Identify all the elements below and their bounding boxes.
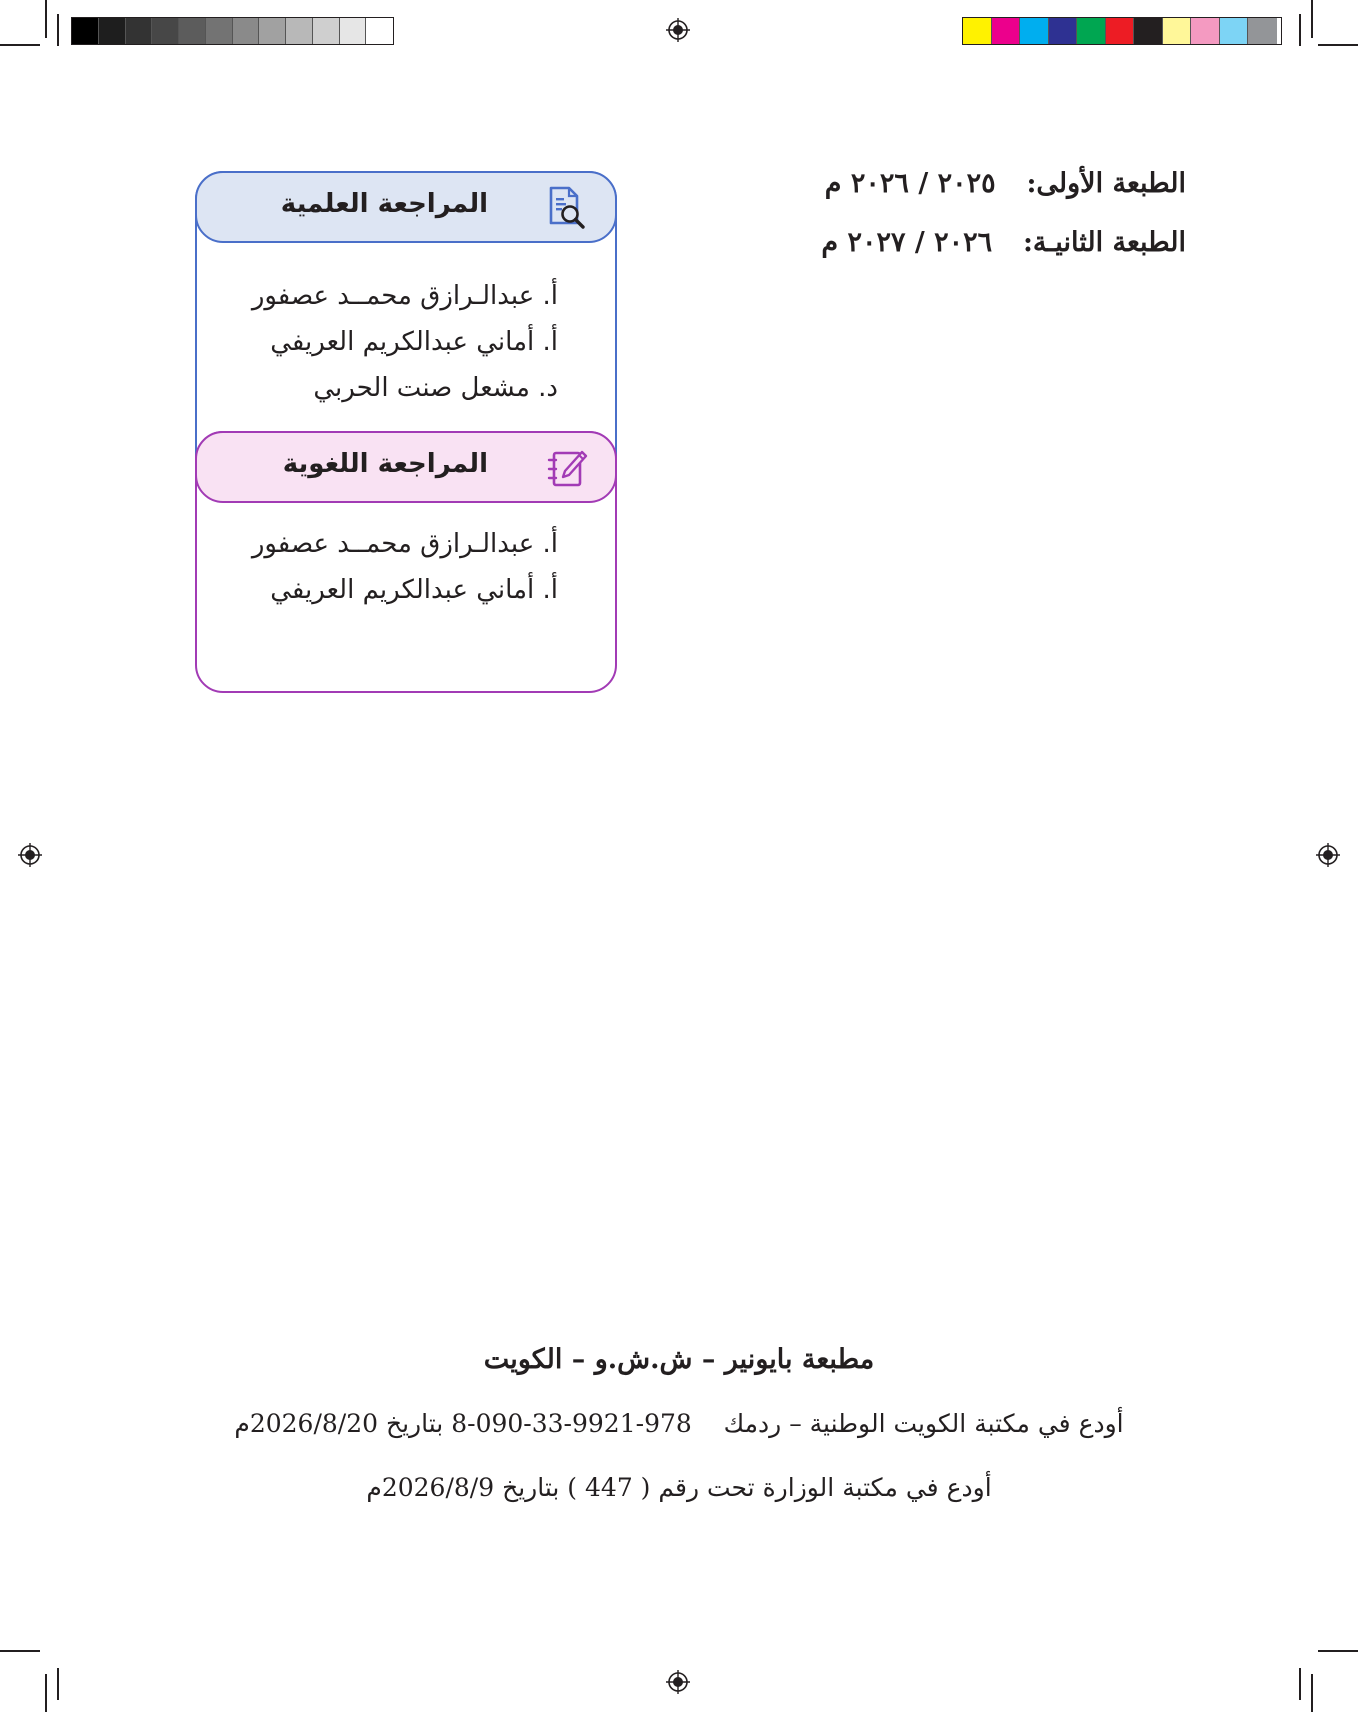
color-swatch (286, 18, 313, 44)
color-swatch (1191, 18, 1220, 44)
registration-mark-icon (1316, 843, 1340, 867)
color-swatch (1248, 18, 1277, 44)
color-swatch (992, 18, 1021, 44)
edition-label: الطبعة الثانيـة: (1022, 227, 1186, 258)
crop-mark (1311, 1674, 1313, 1712)
crop-mark (0, 44, 40, 46)
crop-mark (1299, 14, 1301, 46)
color-swatch (1020, 18, 1049, 44)
crop-mark (45, 1674, 47, 1712)
edition-years: ٢٠٢٥ / ٢٠٢٦ م (824, 168, 996, 199)
crop-mark (57, 14, 59, 46)
color-swatch (313, 18, 340, 44)
linguistic-review-header (195, 431, 617, 503)
registration-mark-icon (666, 1670, 690, 1694)
registration-mark-icon (666, 18, 690, 42)
reviewer-name: أ. عبدالـرازق محمــد عصفور (251, 281, 558, 311)
edition-years: ٢٠٢٦ / ٢٠٢٧ م (821, 227, 993, 258)
color-swatch (1134, 18, 1163, 44)
reviewer-name: أ. عبدالـرازق محمــد عصفور (251, 529, 558, 559)
color-swatch (179, 18, 206, 44)
grayscale-calibration-strip (71, 17, 394, 45)
crop-mark (0, 1650, 40, 1652)
color-swatch (1163, 18, 1192, 44)
reviewer-name: أ. أماني عبدالكريم العريفي (270, 575, 558, 605)
color-swatch (1049, 18, 1078, 44)
linguistic-review-title: المراجعة اللغوية (282, 449, 488, 479)
color-swatch (963, 18, 992, 44)
deposit-ministry-library: أودع في مكتبة الوزارة تحت رقم ( 447 ) بتاريخ 2026/8/9م (366, 1473, 992, 1502)
printer-name: مطبعة بايونير – ش.ش.و – الكويت (483, 1344, 875, 1375)
color-swatch (1220, 18, 1249, 44)
crop-mark (1318, 44, 1358, 46)
deposit-national-library: أودع في مكتبة الكويت الوطنية – ردمك 978-9921-33-090-8 بتاريخ 2026/8/20م (234, 1409, 1124, 1438)
color-swatch (233, 18, 260, 44)
crop-mark (1299, 1668, 1301, 1700)
edition-second (821, 227, 1186, 258)
color-swatch (99, 18, 126, 44)
edition-label: الطبعة الأولى: (1026, 168, 1186, 199)
linguistic-review-card (195, 431, 617, 693)
scientific-review-title: المراجعة العلمية (280, 189, 488, 219)
document-search-icon (545, 185, 589, 231)
crop-mark (45, 0, 47, 38)
color-swatch (340, 18, 367, 44)
color-swatch (366, 18, 393, 44)
linguistic-review-names (252, 521, 558, 613)
color-swatch (152, 18, 179, 44)
crop-mark (57, 1668, 59, 1700)
reviewer-name: د. مشعل صنت الحربي (313, 373, 558, 403)
color-swatch (259, 18, 286, 44)
scientific-review-header (195, 171, 617, 243)
registration-mark-icon (18, 843, 42, 867)
scientific-review-card (195, 171, 617, 471)
color-swatch (126, 18, 153, 44)
color-swatch (1077, 18, 1106, 44)
color-swatch (206, 18, 233, 44)
color-calibration-strip (962, 17, 1282, 45)
crop-mark (1318, 1650, 1358, 1652)
color-swatch (72, 18, 99, 44)
edition-first (825, 168, 1186, 199)
reviewer-name: أ. أماني عبدالكريم العريفي (270, 327, 558, 357)
scientific-review-names (252, 273, 558, 411)
notebook-pencil-icon (545, 445, 589, 491)
color-swatch (1106, 18, 1135, 44)
crop-mark (1311, 0, 1313, 38)
